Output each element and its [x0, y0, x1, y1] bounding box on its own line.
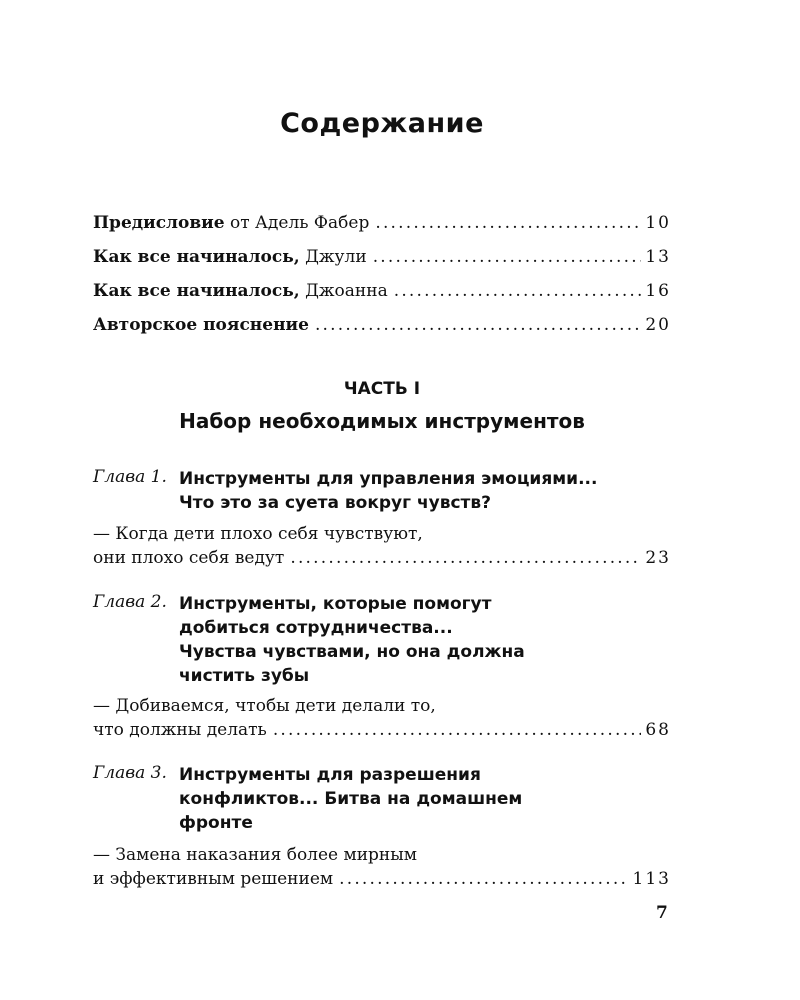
chapter-title-line: Инструменты для разрешения — [179, 765, 481, 785]
dot-leader — [315, 315, 641, 335]
toc-entry-rest: от Адель Фабер — [224, 213, 370, 233]
chapter-title — [179, 467, 673, 515]
chapter-subtitle: — Когда дети плохо себя чувствуют, — [93, 524, 423, 544]
page-title: Содержание — [280, 108, 484, 139]
chapter-3-entry — [93, 869, 671, 889]
chapter-label: Глава 1. — [93, 467, 167, 487]
chapter-title-line: Инструменты для управления эмоциями... — [179, 469, 598, 489]
toc-entry-bold: Предисловие — [93, 213, 225, 233]
toc-entry-bold: Как все начиналось, — [93, 247, 300, 267]
dot-leader — [375, 213, 641, 233]
chapter-label: Глава 3. — [93, 763, 167, 783]
toc-entry-bold: Авторское пояснение — [93, 315, 309, 335]
chapter-title-line: Чувства чувствами, но она должна — [179, 642, 525, 662]
chapter-label: Глава 2. — [93, 592, 167, 612]
toc-entry-joanna — [93, 281, 671, 301]
chapter-subtitle: — Добиваемся, чтобы дети делали то, — [93, 696, 436, 716]
chapter-title-line: Что это за суета вокруг чувств? — [179, 493, 492, 513]
dot-leader — [339, 869, 628, 889]
toc-entry-page: 16 — [645, 281, 671, 301]
chapter-title-line: чистить зубы — [179, 666, 310, 686]
toc-entry-page: 13 — [645, 247, 671, 267]
dot-leader — [290, 548, 641, 568]
chapter-subtitle-end: они плохо себя ведут — [93, 548, 285, 568]
chapter-title-line: Инструменты, которые помогут — [179, 594, 492, 614]
chapter-title-line: фронте — [179, 813, 253, 833]
toc-entry-page: 113 — [632, 869, 671, 889]
toc-entry-page: 23 — [645, 548, 671, 568]
part-label: ЧАСТЬ I — [343, 379, 421, 399]
toc-entry-foreword — [93, 213, 671, 233]
chapter-title-line: конфликтов... Битва на домашнем — [179, 789, 523, 809]
toc-entry-author-note — [93, 315, 671, 335]
part-title: Набор необходимых инструментов — [179, 409, 585, 433]
chapter-subtitle: — Замена наказания более мирным — [93, 845, 418, 865]
chapter-title — [179, 592, 673, 688]
chapter-title-line: добиться сотрудничества... — [179, 618, 453, 638]
chapter-subtitle-end: и эффективным решением — [93, 869, 334, 889]
toc-entry-page: 10 — [645, 213, 671, 233]
chapter-title — [179, 763, 673, 835]
chapter-1-entry — [93, 548, 671, 568]
toc-entry-page: 68 — [645, 720, 671, 740]
dot-leader — [373, 247, 642, 267]
dot-leader — [273, 720, 642, 740]
toc-entry-page: 20 — [645, 315, 671, 335]
toc-entry-julie — [93, 247, 671, 267]
toc-entry-rest: Джули — [299, 247, 367, 267]
chapter-subtitle-end: что должны делать — [93, 720, 267, 740]
dot-leader — [394, 281, 642, 301]
toc-entry-rest: Джоанна — [299, 281, 388, 301]
toc-entry-bold: Как все начиналось, — [93, 281, 300, 301]
page-number: 7 — [656, 903, 668, 923]
chapter-2-entry — [93, 720, 671, 740]
